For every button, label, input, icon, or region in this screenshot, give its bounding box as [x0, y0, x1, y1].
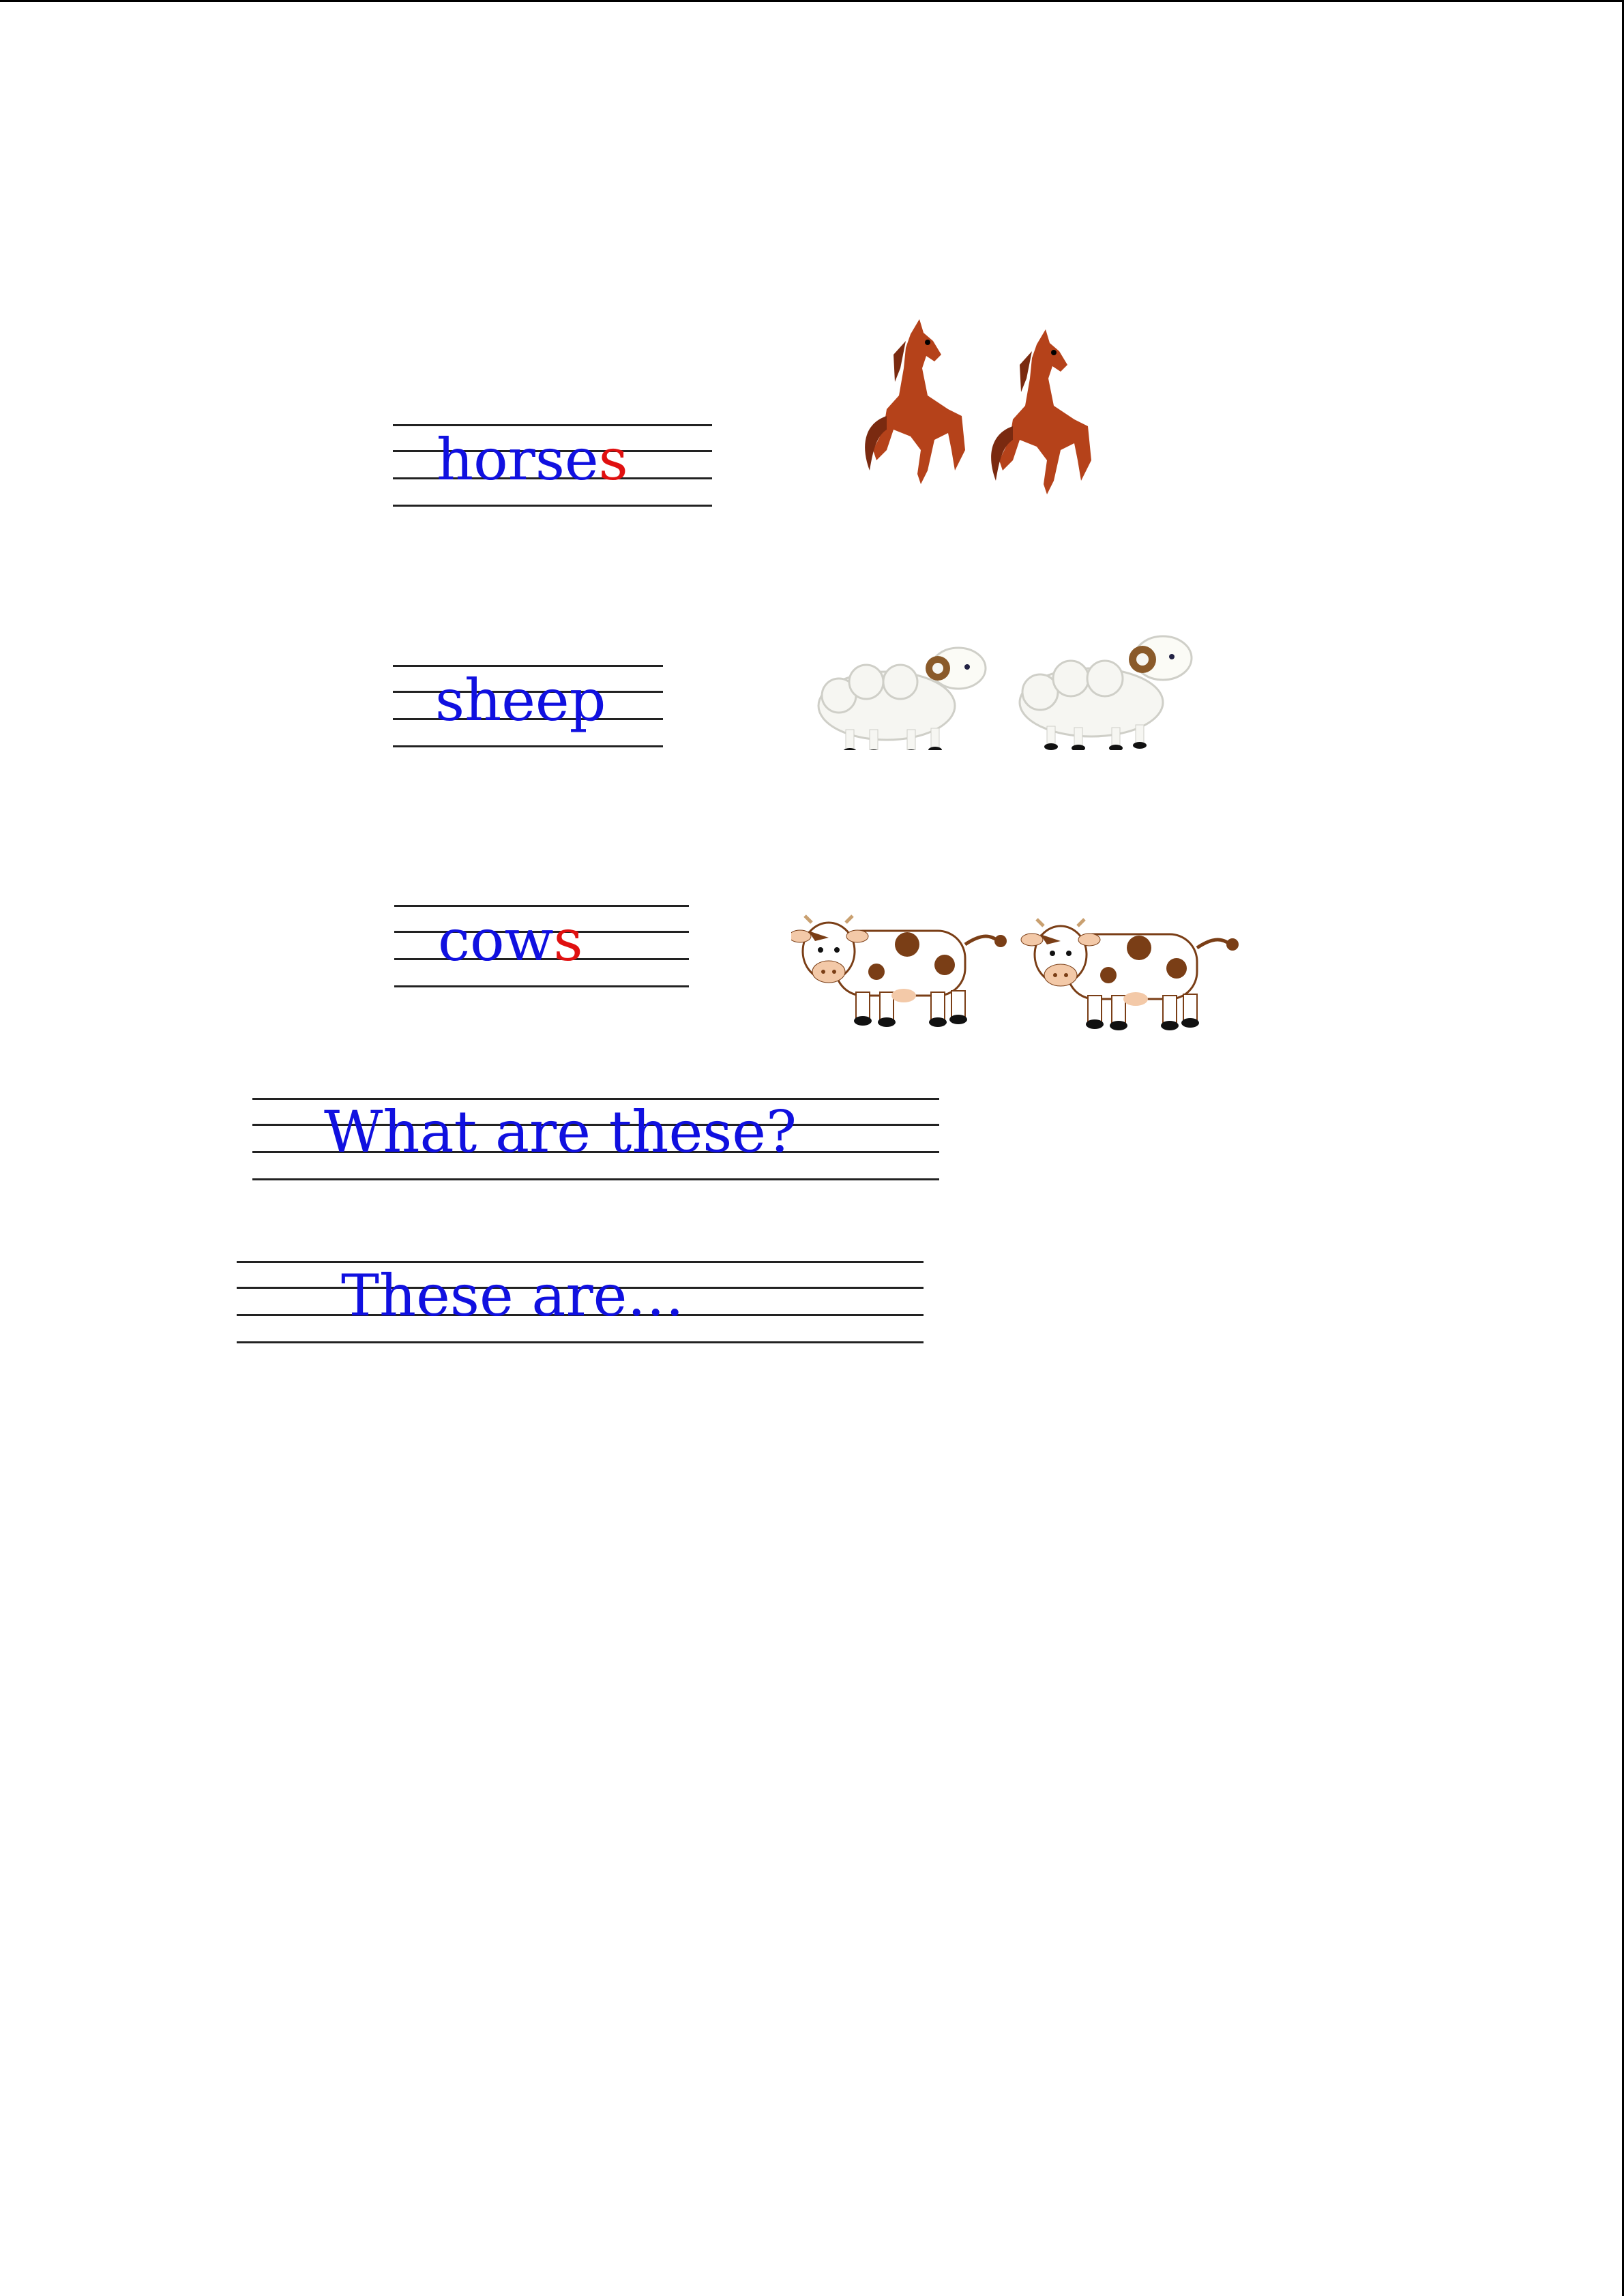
- word-cows: [438, 907, 583, 974]
- word-sheep: [435, 667, 606, 734]
- cow-icon: [1021, 919, 1239, 1030]
- sentence-question: What are these?: [324, 1099, 797, 1165]
- horse-icon: [991, 329, 1091, 494]
- word-stem: horse: [437, 426, 599, 493]
- word-stem: cow: [438, 907, 554, 974]
- word-horses: [437, 426, 628, 493]
- plural-suffix: s: [553, 907, 583, 974]
- cows-picture: [791, 897, 1241, 1033]
- sheep-icon: [818, 648, 986, 750]
- sheep-picture: [805, 631, 1200, 750]
- plural-suffix: s: [598, 426, 628, 493]
- sheep-icon: [1020, 636, 1192, 750]
- sentence-answer: These are…: [341, 1262, 685, 1329]
- word-stem: sheep: [435, 667, 606, 734]
- cow-icon: [791, 916, 1007, 1027]
- horse-icon: [865, 319, 965, 484]
- horses-picture: [846, 314, 1105, 511]
